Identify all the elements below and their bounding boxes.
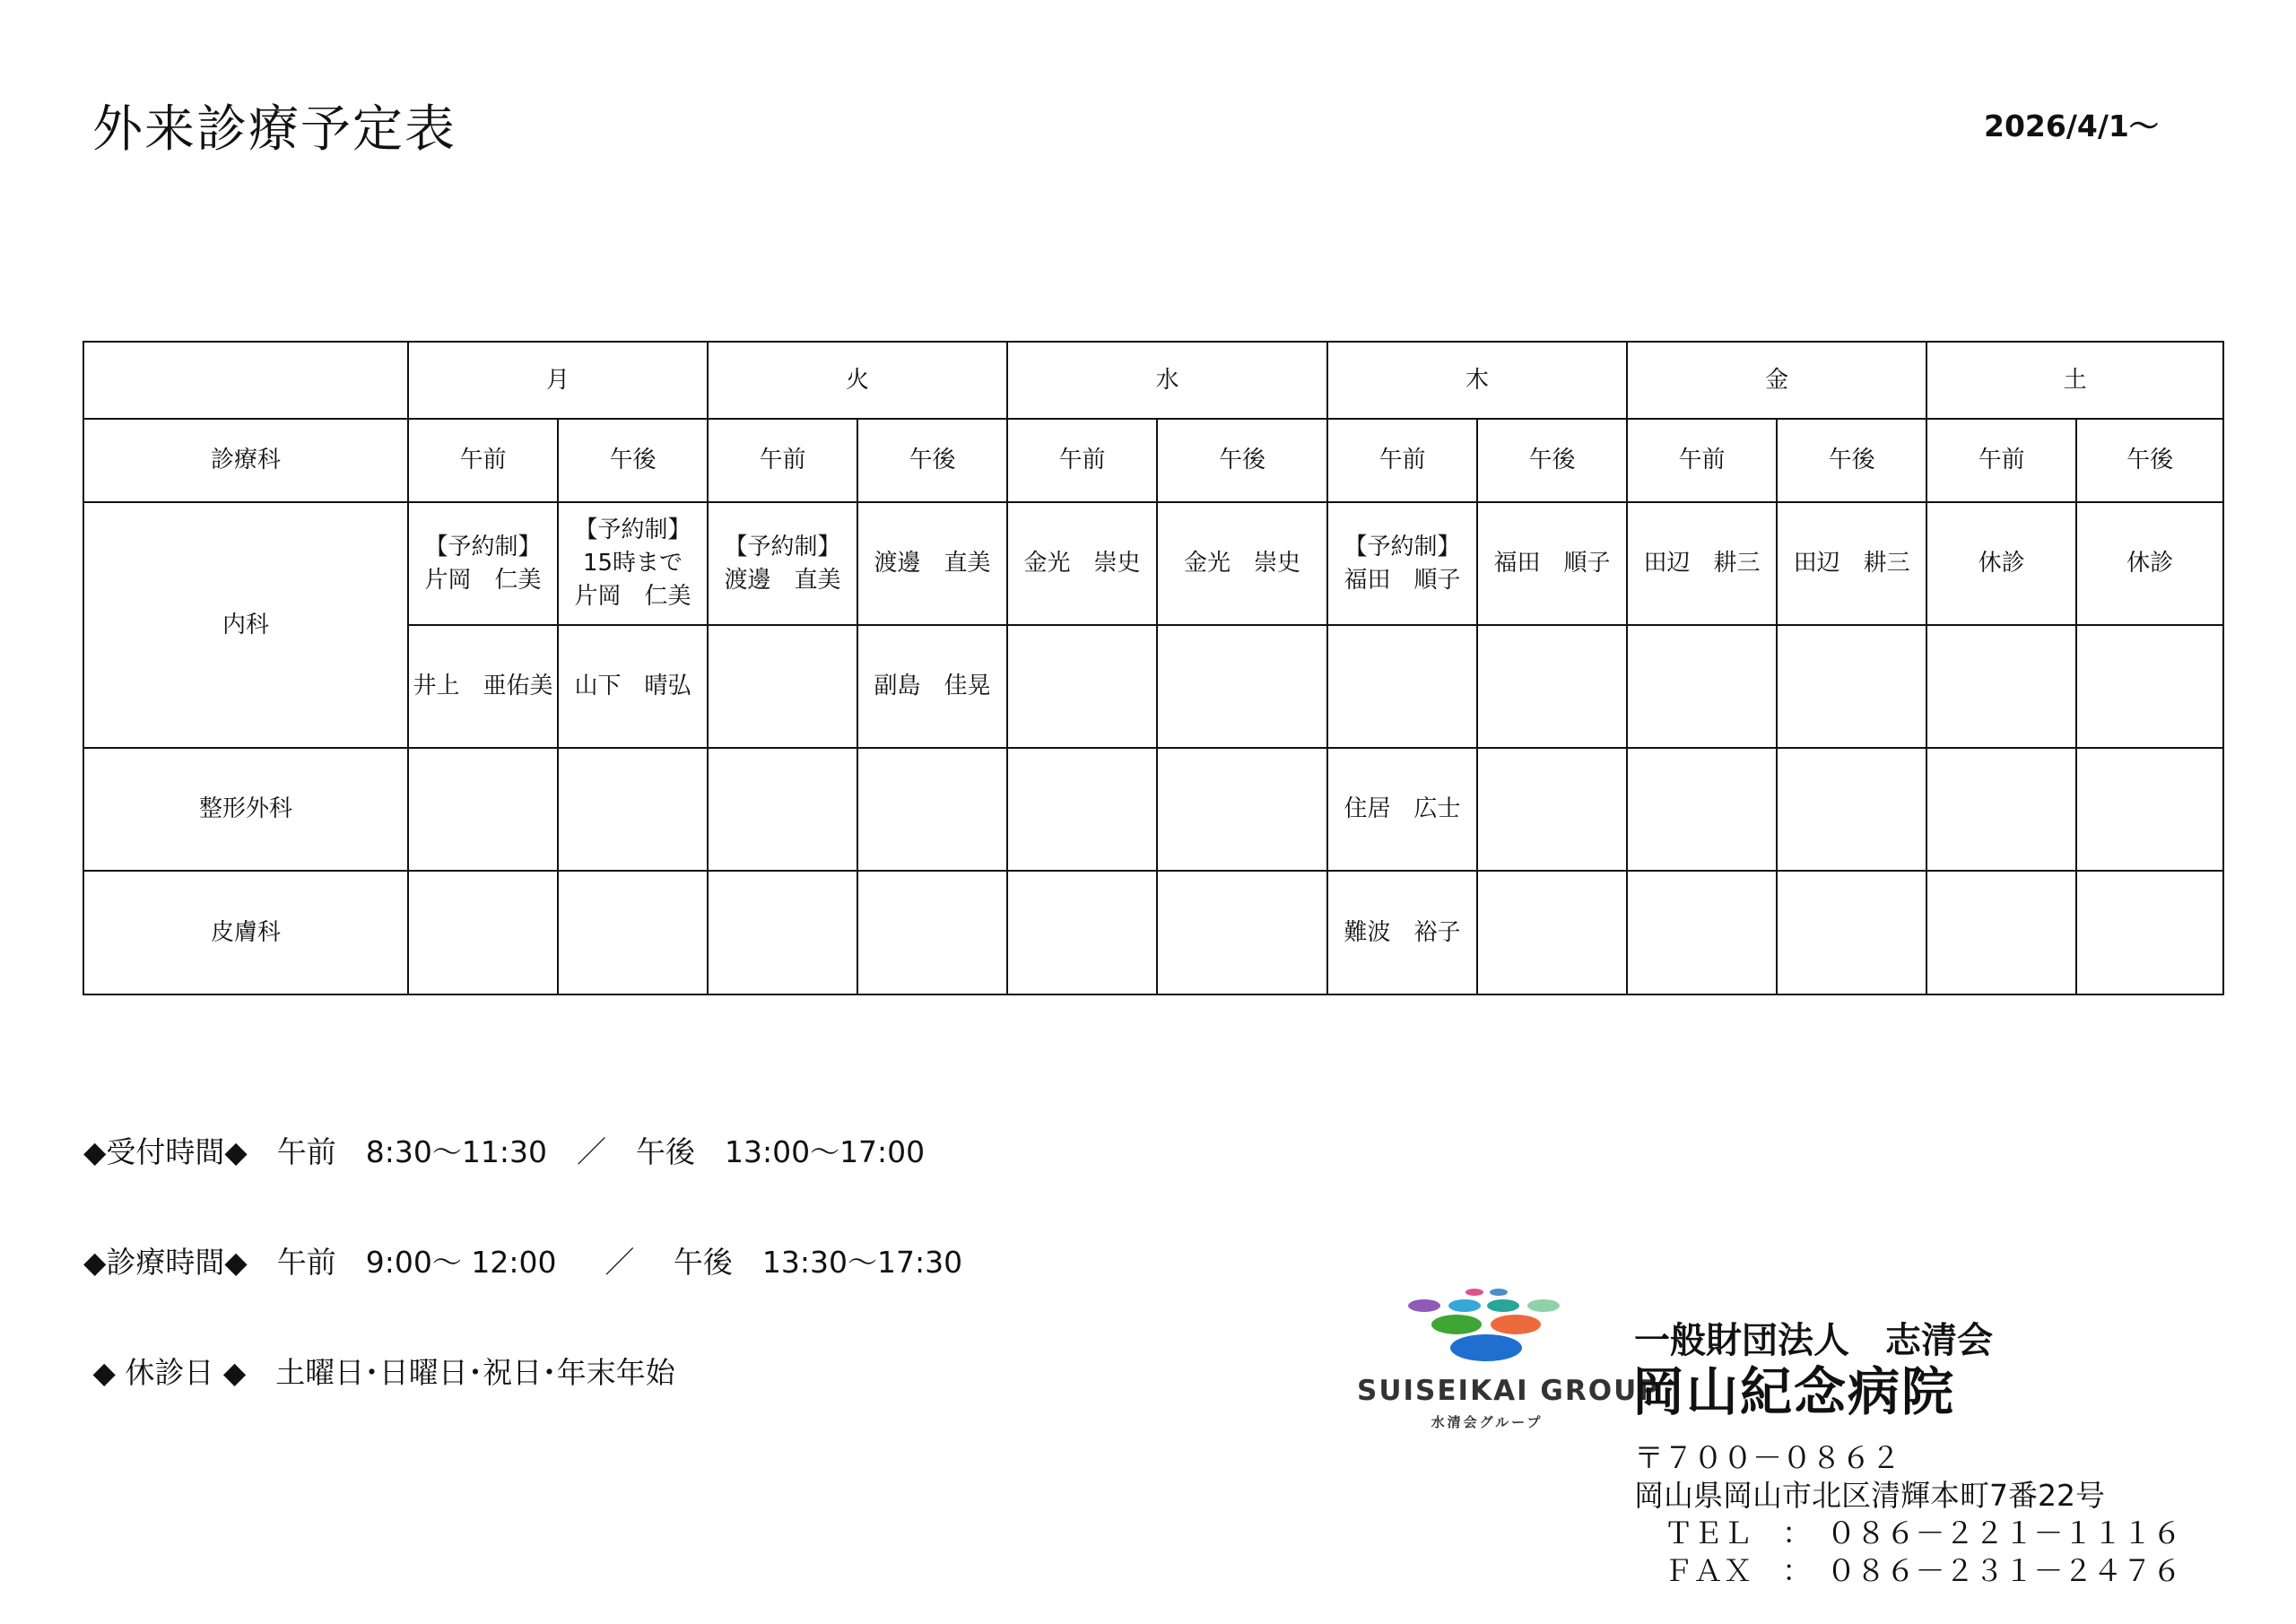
schedule-cell	[1627, 502, 1777, 625]
schedule-cell	[1926, 502, 2076, 625]
fax-number: ＦＡＸ ： ０８６－２３１－２４７６	[1634, 1553, 2182, 1588]
schedule-cell	[1926, 748, 2076, 871]
schedule-cell	[1007, 502, 1157, 625]
schedule-cell	[558, 502, 708, 625]
ampm-header-row	[83, 419, 2223, 502]
corner-cell	[83, 342, 408, 419]
address: 岡山県岡山市北区清輝本町7番22号	[1634, 1478, 2105, 1513]
doctor-line: 福田 順子	[1493, 550, 1611, 577]
doctor-line: 【予約制】	[724, 533, 841, 560]
orthopedics-row	[83, 748, 2223, 871]
schedule-cell	[708, 748, 857, 871]
logo-dot-green	[1431, 1315, 1482, 1334]
pm-header: 午後	[1157, 419, 1327, 502]
schedule-cell	[857, 871, 1007, 994]
doctor-line: 福田 順子	[1344, 566, 1461, 594]
hours-notes	[83, 1060, 962, 1428]
schedule-cell	[408, 502, 558, 625]
pm-header: 午後	[2076, 419, 2223, 502]
page-title: 外来診療予定表	[92, 100, 457, 159]
schedule-cell	[1327, 502, 1477, 625]
doctor-line: 片岡 仁美	[574, 583, 691, 610]
schedule-cell	[558, 871, 708, 994]
doctor-line: 金光 崇史	[1023, 550, 1141, 577]
logo-dot-mint	[1527, 1299, 1560, 1312]
pm-header: 午後	[1777, 419, 1926, 502]
doctor-line: 渡邊 直美	[724, 566, 841, 594]
schedule-table	[83, 341, 2224, 995]
postal-code: 〒７００－０８６２	[1634, 1440, 1900, 1475]
schedule-cell	[1157, 871, 1327, 994]
logo-dot-blue	[1450, 1334, 1522, 1361]
pm-header: 午後	[1477, 419, 1627, 502]
logo-dot-steel	[1490, 1289, 1508, 1296]
doctor-line: 15時まで	[582, 550, 683, 577]
hospital-name: 岡山紀念病院	[1632, 1361, 1956, 1422]
schedule-cell	[1007, 625, 1157, 748]
doctor-line: 渡邊 直美	[874, 550, 991, 577]
schedule-cell	[857, 748, 1007, 871]
logo-subtitle: 水清会グループ	[1431, 1414, 1544, 1430]
dept-header: 診療科	[83, 419, 408, 502]
logo-dots-icon	[1352, 1282, 1622, 1372]
doctor-line: 山下 晴弘	[574, 673, 691, 699]
tel-number: ＴＥＬ ： ０８６－２２１－１１１６	[1634, 1515, 2182, 1550]
schedule-cell	[1157, 625, 1327, 748]
day-header-wed: 水	[1007, 342, 1327, 419]
doctor-line: 【予約制】	[574, 517, 691, 543]
group-logo	[1352, 1282, 1660, 1435]
schedule-cell	[1926, 625, 2076, 748]
reception-hours: ◆受付時間◆ 午前 8:30～11:30 ／ 午後 13:00～17:00	[83, 1134, 926, 1169]
schedule-cell	[1327, 625, 1477, 748]
schedule-cell	[1627, 748, 1777, 871]
schedule-cell	[558, 625, 708, 748]
logo-name: SUISEIKAI GROUP	[1357, 1375, 1660, 1407]
day-header-thu: 木	[1327, 342, 1627, 419]
schedule-cell	[2076, 502, 2223, 625]
closed-days: ◆ 休診日 ◆ 土曜日･日曜日･祝日･年末年始	[83, 1355, 675, 1390]
day-header-sat: 土	[1926, 342, 2223, 419]
doctor-line: 副島 佳晃	[874, 673, 991, 699]
schedule-cell	[1007, 871, 1157, 994]
doctor-line: 【予約制】	[1344, 533, 1461, 560]
schedule-cell	[408, 871, 558, 994]
consultation-hours: ◆診療時間◆ 午前 9:00～ 12:00 ／ 午後 13:30～17:30	[83, 1245, 963, 1280]
schedule-cell	[1477, 748, 1627, 871]
effective-date: 2026/4/1～	[1984, 109, 2159, 143]
doctor-line: 田辺 耕三	[1793, 550, 1910, 577]
doctor-line: 井上 亜佑美	[413, 673, 553, 699]
dept-dermatology: 皮膚科	[83, 871, 408, 994]
day-header-row	[83, 342, 2223, 419]
schedule-cell	[1477, 625, 1627, 748]
schedule-cell	[408, 625, 558, 748]
logo-dot-orange	[1491, 1315, 1541, 1334]
logo-dot-pink	[1465, 1289, 1483, 1296]
logo-dot-teal	[1487, 1299, 1519, 1312]
schedule-cell	[1327, 748, 1477, 871]
am-header: 午前	[1327, 419, 1477, 502]
schedule-cell	[408, 748, 558, 871]
schedule-cell	[1157, 502, 1327, 625]
day-header-mon: 月	[408, 342, 708, 419]
doctor-line: 住居 広士	[1344, 795, 1461, 822]
am-header: 午前	[1627, 419, 1777, 502]
dept-internal: 内科	[83, 502, 408, 748]
schedule-cell	[1477, 871, 1627, 994]
schedule-cell	[1777, 871, 1926, 994]
doctor-line: 休診	[1978, 550, 2025, 577]
pm-header: 午後	[558, 419, 708, 502]
dept-orthopedics: 整形外科	[83, 748, 408, 871]
internal-row-1	[83, 502, 2223, 625]
schedule-cell	[1777, 625, 1926, 748]
schedule-cell	[1157, 748, 1327, 871]
schedule-cell	[558, 748, 708, 871]
schedule-cell	[2076, 871, 2223, 994]
organization-name: 一般財団法人 志清会	[1634, 1320, 1993, 1361]
contact-info	[1634, 1439, 2182, 1590]
doctor-line: 休診	[2126, 550, 2174, 577]
schedule-cell	[1926, 871, 2076, 994]
schedule-cell	[2076, 625, 2223, 748]
schedule-cell	[708, 871, 857, 994]
logo-dot-purple	[1408, 1299, 1440, 1312]
doctor-line: 【予約制】	[424, 533, 542, 560]
schedule-cell	[1477, 502, 1627, 625]
schedule-cell	[708, 625, 857, 748]
doctor-line: 金光 崇史	[1184, 550, 1301, 577]
am-header: 午前	[708, 419, 857, 502]
schedule-cell	[857, 625, 1007, 748]
doctor-line: 田辺 耕三	[1643, 550, 1761, 577]
doctor-line: 片岡 仁美	[424, 566, 542, 594]
logo-dot-sky	[1448, 1299, 1481, 1312]
schedule-cell	[857, 502, 1007, 625]
schedule-cell	[1777, 502, 1926, 625]
schedule-cell	[1327, 871, 1477, 994]
schedule-cell	[2076, 748, 2223, 871]
dermatology-row	[83, 871, 2223, 994]
schedule-cell	[1627, 871, 1777, 994]
doctor-line: 難波 裕子	[1344, 918, 1461, 946]
schedule-cell	[1627, 625, 1777, 748]
day-header-fri: 金	[1627, 342, 1926, 419]
pm-header: 午後	[857, 419, 1007, 502]
day-header-tue: 火	[708, 342, 1007, 419]
schedule-cell	[1777, 748, 1926, 871]
schedule-cell	[1007, 748, 1157, 871]
am-header: 午前	[408, 419, 558, 502]
am-header: 午前	[1007, 419, 1157, 502]
schedule-cell	[708, 502, 857, 625]
am-header: 午前	[1926, 419, 2076, 502]
